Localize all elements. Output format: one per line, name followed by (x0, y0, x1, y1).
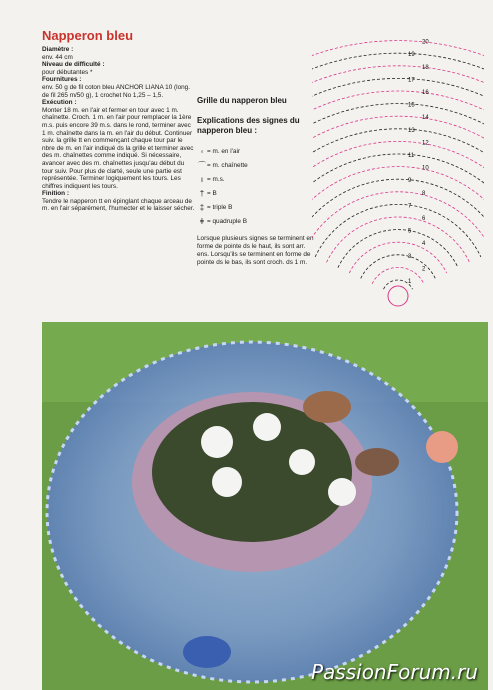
legend-item-label: = triple B (207, 204, 233, 211)
chart-round-label: 3 (408, 253, 412, 260)
chart-round-arc (312, 179, 484, 246)
grid-title: Grille du napperon bleu (197, 96, 287, 105)
chart-round-arc (312, 192, 484, 252)
doily-photo (42, 322, 488, 690)
chart-round-arc (312, 78, 484, 203)
chart-round-label: 18 (422, 64, 429, 71)
legend-item-chain (197, 145, 317, 159)
legend-title: Explications des signes du napperon bleu : (197, 116, 300, 135)
chart-round-label: 9 (408, 178, 412, 185)
chart-round-label: 20 (422, 39, 429, 46)
legend-item-label: = m.s. (207, 176, 225, 183)
chart-center-ring (388, 286, 408, 306)
doily-photo-illustration (42, 322, 488, 690)
finish-value: Tendre le napperon tt en épinglant chaque arceau de m. en l'air séparément, l'humecter et le laisser sécher. (42, 197, 195, 213)
chart-round-label: 12 (422, 140, 429, 147)
quadruple-crochet-icon: ǂ (199, 217, 205, 226)
page-title: Napperon bleu (42, 28, 134, 43)
chart-round-arc (312, 129, 484, 225)
chain-stitch-icon: ◦ (200, 147, 204, 156)
slip-stitch-icon: ⌒ (198, 161, 206, 170)
chart-round-arc (327, 217, 470, 262)
legend-item-label: = B (207, 190, 217, 197)
chart-round-label: 4 (422, 241, 426, 248)
chart-round-label: 8 (422, 190, 426, 197)
supplies-value: env. 50 g de fil coton bleu ANCHOR LIANA 10 (long. de fil 265 m/50 g), 1 crochet No 1,25 – 1,5. (42, 83, 191, 99)
chart-round-label: 15 (408, 102, 415, 109)
chart-round-label: 5 (408, 228, 412, 235)
legend-note: Lorsque plusieurs signes se terminent en forme de pointe ds le haut, ils sont arr. ens. Lorsqu'ils se terminent en forme de pointe ds le bas, ils sont croch. ds 1 m. (197, 235, 314, 266)
chart-round-arc (312, 66, 484, 198)
triple-crochet-icon: ‡ (199, 203, 205, 212)
watermark: PassionForum.ru (310, 660, 478, 684)
legend-item-single (197, 173, 317, 187)
legend-item-label: = quadruple B (207, 218, 247, 225)
chart-round-label: 1 (408, 279, 412, 285)
chart-round-arc (312, 167, 484, 241)
chart-round-arc (312, 41, 484, 188)
chart-round-label: 11 (408, 153, 415, 159)
chart-round-arc (372, 267, 424, 283)
chart-round-arc (312, 141, 484, 230)
chart-round-arc (349, 242, 446, 273)
chart-round-label: 14 (422, 115, 429, 122)
chart-round-label: 13 (408, 127, 415, 134)
legend-item-label: = m. en l'air (207, 148, 241, 155)
finish-label: Finition : (42, 190, 69, 198)
chart-round-label: 19 (408, 52, 415, 59)
single-crochet-icon: ı (200, 175, 204, 184)
chart-round-label: 7 (408, 203, 412, 210)
chart-round-label: 16 (422, 90, 429, 96)
diameter-label: Diamètre : (42, 46, 74, 53)
legend-item-quadruple (197, 215, 317, 229)
chart-round-arc (312, 91, 484, 209)
legend-item-slip (197, 159, 317, 173)
legend-item-triple (197, 201, 317, 215)
instructions-column (42, 46, 196, 213)
legend-item-label: = m. chaînette (207, 162, 248, 169)
chart-round-label: 10 (422, 165, 429, 172)
diameter-value: env. 44 cm (42, 53, 73, 61)
chart-round-label: 6 (422, 216, 426, 222)
chart-round-label: 2 (422, 266, 426, 273)
chart-round-label: 17 (408, 77, 415, 84)
legend (197, 145, 317, 267)
supplies-label: Fournitures : (42, 76, 82, 84)
execution-label: Exécution : (42, 99, 77, 107)
double-crochet-icon: † (199, 189, 205, 198)
execution-value: Monter 18 m. en l'air et fermer en tour avec 1 m. chaînette. Croch. 1 m. en l'air pour remplacer la 1ère m.s. puis encore 39 m.s. dans le rond, terminer avec 1 m. chaînette dans la m. en l'air du début. Continuer suiv. la grille tt en commençant chaque tour par le nbre de m. en l'air indiqué ds la grille et terminer avec des m. chaînettes comme indiqué. Si nécessaire, avancer avec des m. chaînettes jusqu'au début du tour suiv. Pour plus de clarté, seule une partie est représentée. Terminer logiquement les tours. Les chiffres indiquent les tours. (42, 106, 194, 190)
difficulty-label: Niveau de difficulté : (42, 61, 105, 69)
difficulty-value: pour débutantes * (42, 68, 93, 76)
legend-item-double (197, 187, 317, 201)
chart-round-arc (315, 204, 481, 257)
chart-round-arc (312, 104, 484, 214)
crochet-chart-diagram (312, 26, 484, 316)
